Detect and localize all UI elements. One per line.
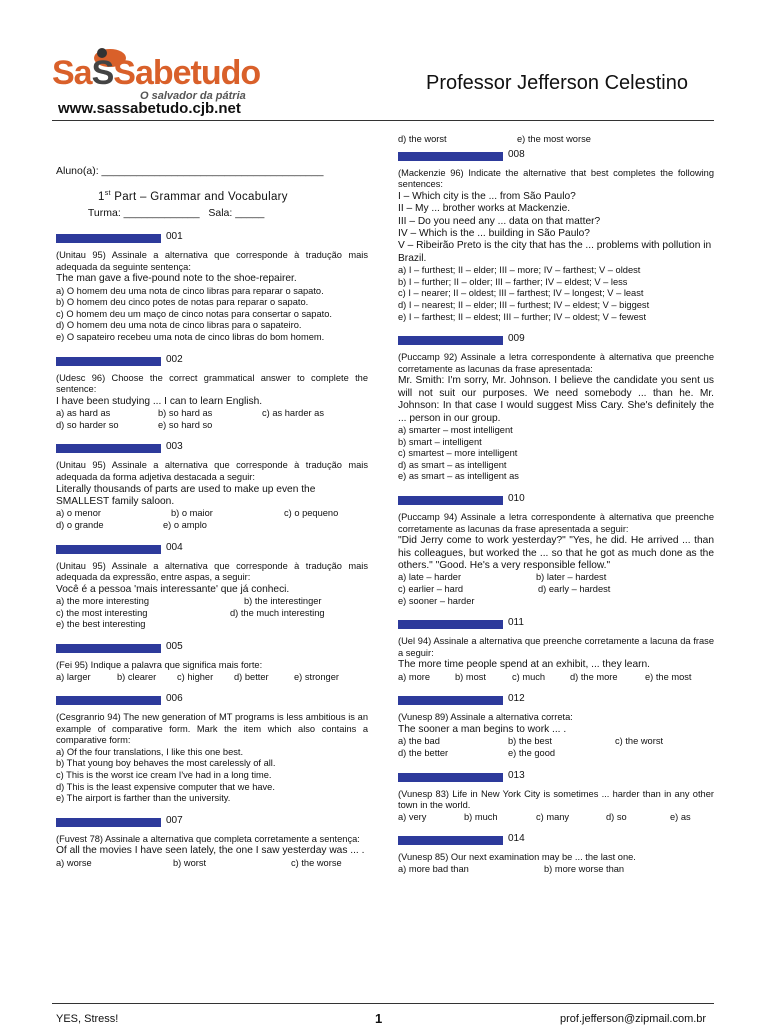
- options-row: [398, 864, 714, 876]
- option[interactable]: a) O homem deu uma nota de cinco libras para reparar o sapato.: [56, 285, 324, 296]
- option[interactable]: b) o maior: [171, 508, 213, 519]
- question-number: 014: [508, 833, 525, 845]
- options-row: [56, 508, 368, 520]
- site-url[interactable]: www.sassabetudo.cjb.net: [58, 100, 241, 117]
- question-intro: (Vunesp 83) Life in New York City is sometimes ... harder than in any other town in the world.: [398, 788, 714, 811]
- option[interactable]: a) the bad: [398, 736, 440, 747]
- question-bar: [56, 696, 161, 705]
- option[interactable]: d) early – hardest: [538, 583, 611, 594]
- options-row: [56, 596, 368, 608]
- question-text: "Did Jerry come to work yesterday?" "Yes, he did. He arrived ... than his colleagues, but worked the ... so that he got as much done as the others." "Good. He's a very responsible fellow.": [398, 535, 714, 571]
- option[interactable]: d) better: [234, 671, 269, 682]
- question-text: The sooner a man begins to work ... .: [398, 723, 567, 735]
- question-header: [398, 617, 714, 631]
- question-text: Of all the movies I have seen lately, the one I saw yesterday was ... .: [56, 845, 365, 857]
- footer-slogan: YES, Stress!: [56, 1013, 119, 1025]
- option[interactable]: c) smartest – more intelligent: [398, 448, 518, 459]
- option[interactable]: d) the worst: [398, 134, 447, 144]
- option[interactable]: b) smart – intelligent: [398, 436, 482, 447]
- option[interactable]: b) clearer: [117, 671, 157, 682]
- question-header: [56, 542, 368, 556]
- question-header: [56, 693, 368, 707]
- question-text: Mr. Smith: I'm sorry, Mr. Johnson. I believe the candidate you sent us will not suit our purposes. We need somebody ... than he. Mr. Johnson: In that case I would suggest Miss Cary. She's definitely the ... person in our group.: [398, 375, 714, 424]
- class-room-line: Turma: _____________ Sala: _____: [56, 207, 265, 219]
- option[interactable]: a) very: [398, 811, 427, 822]
- question-intro: (Mackenzie 96) Indicate the alternative that best completes the following sentences:: [398, 167, 714, 190]
- option[interactable]: e) The airport is farther than the university.: [56, 793, 231, 804]
- option[interactable]: e) the good: [508, 747, 556, 758]
- option[interactable]: a) larger: [56, 671, 91, 682]
- options-row: [56, 520, 368, 532]
- option[interactable]: b) O homem deu cinco potes de notas para reparar o sapato.: [56, 297, 309, 308]
- option[interactable]: d) the more: [570, 671, 618, 682]
- option[interactable]: c) many: [536, 811, 570, 822]
- question-bar: [56, 545, 161, 554]
- logo: [52, 44, 262, 104]
- right-column: [398, 134, 714, 876]
- option[interactable]: b) much: [464, 811, 498, 822]
- option[interactable]: e) as smart – as intelligent as: [398, 471, 519, 482]
- header-divider: [52, 120, 714, 121]
- options-row: [56, 420, 368, 432]
- sentence-line: V – Ribeirão Preto is the city that has the ... problems with pollution in Brazil.: [398, 240, 712, 264]
- question-header: [398, 333, 714, 347]
- question-bar: [398, 336, 503, 345]
- option[interactable]: d) so harder so: [56, 419, 119, 430]
- question-header: [56, 815, 368, 829]
- option[interactable]: e) o amplo: [163, 519, 207, 530]
- option[interactable]: c) I – nearer; II – oldest; III – farthest; IV – longest; V – least: [398, 288, 644, 299]
- option[interactable]: e) as: [670, 811, 691, 822]
- question-number: 010: [508, 492, 525, 504]
- question-bar: [56, 357, 161, 366]
- question-bar: [56, 444, 161, 453]
- option[interactable]: b) more worse than: [544, 863, 625, 874]
- question-intro: (Udesc 96) Choose the correct grammatical answer to complete the sentence:: [56, 372, 368, 395]
- option[interactable]: b) the best: [508, 736, 552, 747]
- question-header: [56, 641, 368, 655]
- question-bar: [398, 496, 503, 505]
- option[interactable]: d) o grande: [56, 519, 104, 530]
- option[interactable]: a) o menor: [56, 508, 101, 519]
- page-number: 1: [375, 1011, 383, 1026]
- question-header: [56, 354, 368, 368]
- options-row: [56, 858, 368, 870]
- option[interactable]: c) much: [512, 671, 546, 682]
- option[interactable]: a) more: [398, 671, 431, 682]
- option[interactable]: d) the better: [398, 747, 449, 758]
- option[interactable]: b) the interestinger: [244, 596, 322, 607]
- logo-tagline: O salvador da pátria: [140, 90, 246, 102]
- option[interactable]: a) smarter – most intelligent: [398, 425, 513, 435]
- question-number: 002: [166, 353, 183, 365]
- teacher-name: Professor Jefferson Celestino: [426, 72, 688, 94]
- question-text: The more time people spend at an exhibit, ... they learn.: [398, 659, 651, 671]
- question-intro: (Fei 95) Indique a palavra que significa mais forte:: [56, 659, 263, 670]
- question-intro: (Unitau 95) Assinale a alternativa que corresponde à tradução mais adequada da forma adjetiva destacada a seguir:: [56, 460, 368, 482]
- option[interactable]: a) worse: [56, 857, 92, 868]
- option[interactable]: c) O homem deu um maço de cinco notas para consertar o sapato.: [56, 308, 332, 319]
- question-bar: [56, 234, 161, 243]
- options-row: [398, 736, 714, 748]
- question-number: 007: [166, 814, 183, 826]
- student-name-line: Aluno(a): ______________________________________: [56, 165, 324, 177]
- option[interactable]: a) I – furthest; II – elder; III – more; IV – farthest; V – oldest: [398, 265, 641, 276]
- question-intro: (Vunesp 85) Our next examination may be ... the last one.: [398, 852, 636, 863]
- option[interactable]: d) This is the least expensive computer that we have.: [56, 781, 275, 792]
- question-intro: (Uel 94) Assinale a alternativa que preenche corretamente a lacuna da frase a seguir:: [398, 636, 714, 658]
- option[interactable]: c) the worst: [615, 736, 664, 747]
- options-row: [398, 748, 714, 760]
- option[interactable]: a) more bad than: [398, 863, 469, 874]
- option[interactable]: e) I – farthest; II – eldest; III – further; IV – oldest; V – fewest: [398, 311, 647, 322]
- question-intro: (Unitau 95) Assinale a alternativa que corresponde à tradução mais adequada da expressão, entre aspas, a seguir:: [56, 560, 368, 583]
- option[interactable]: c) earlier – hard: [398, 583, 464, 594]
- question-header: [56, 441, 368, 455]
- option[interactable]: c) the worse: [291, 857, 342, 868]
- option[interactable]: a) late – harder: [398, 572, 462, 583]
- options-row: [398, 572, 714, 584]
- option[interactable]: b) later – hardest: [536, 572, 607, 583]
- option[interactable]: b) so hard as: [158, 408, 213, 419]
- question-number: 001: [166, 231, 183, 242]
- question-bar: [56, 644, 161, 653]
- options-row: [398, 134, 714, 146]
- options-row: [56, 608, 368, 620]
- question-number: 006: [166, 693, 183, 705]
- question-header: [398, 149, 714, 163]
- option[interactable]: d) the much interesting: [230, 607, 325, 618]
- question-text: I have been studying ... I can to learn English.: [56, 395, 263, 407]
- question-header: [398, 770, 714, 784]
- option[interactable]: e) sooner – harder: [398, 595, 475, 606]
- option[interactable]: a) the more interesting: [56, 596, 150, 607]
- logo-wordmark: SaSSabetudo: [52, 54, 261, 92]
- question-header: [398, 833, 714, 847]
- option[interactable]: b) most: [455, 671, 486, 682]
- question-number: 004: [166, 541, 183, 553]
- option[interactable]: c) higher: [177, 671, 214, 682]
- option[interactable]: e) so hard so: [158, 419, 213, 430]
- question-intro: (Vunesp 89) Assinale a alternativa correta:: [398, 712, 573, 723]
- question-bar: [398, 152, 503, 161]
- question-bar: [398, 620, 503, 629]
- question-intro: (Fuvest 78) Assinale a alternativa que completa corretamente a sentença:: [56, 833, 360, 844]
- question-text: Literally thousands of parts are used to make up even the SMALLEST family saloon.: [56, 483, 316, 507]
- sentence-line: II – My ... brother works at Mackenzie.: [398, 203, 571, 215]
- options-row: [398, 672, 714, 684]
- options-row: [398, 584, 714, 596]
- option[interactable]: b) worst: [173, 857, 207, 868]
- question-number: 011: [508, 617, 524, 629]
- question-bar: [56, 818, 161, 827]
- question-header: [56, 231, 368, 245]
- option[interactable]: e) the most: [645, 671, 692, 682]
- question-number: 013: [508, 769, 525, 781]
- question-header: [398, 693, 714, 707]
- options-row: [398, 812, 714, 824]
- option[interactable]: d) as smart – as intelligent: [398, 459, 507, 470]
- option[interactable]: b) I – further; II – older; III – farther; IV – eldest; V – less: [398, 276, 628, 287]
- question-intro: (Puccamp 92) Assinale a letra correspondente à alternativa que preenche corretamente as lacunas da frase apresentada:: [398, 352, 714, 374]
- left-column: [56, 224, 368, 869]
- question-number: 008: [508, 148, 525, 160]
- question-text: The man gave a five-pound note to the shoe-repairer.: [56, 273, 297, 285]
- sentence-line: III – Do you need any ... data on that matter?: [398, 215, 601, 227]
- question-intro: (Puccamp 94) Assinale a letra correspondente à alternativa que preenche corretamente as lacunas da frase apresentada a seguir:: [398, 511, 714, 534]
- option[interactable]: c) o pequeno: [284, 508, 339, 519]
- sentence-line: I – Which city is the ... from São Paulo?: [398, 190, 576, 202]
- question-number: 009: [508, 333, 525, 345]
- sentence-line: IV – Which is the ... building in São Paulo?: [398, 228, 590, 239]
- question-intro: (Cesgranrio 94) The new generation of MT programs is less ambitious is an example of comparative form. Mark the item which also contains a comparative form:: [56, 712, 368, 746]
- student-fields: [56, 136, 323, 234]
- option[interactable]: d) so: [606, 811, 627, 822]
- question-number: 003: [166, 441, 183, 453]
- question-bar: [398, 696, 503, 705]
- question-intro: (Unitau 95) Assinale a alternativa que corresponde à tradução mais adequada da seguinte sentença:: [56, 250, 368, 272]
- options-row: [56, 672, 368, 684]
- options-row: [56, 408, 368, 420]
- option[interactable]: e) the most worse: [517, 134, 591, 144]
- option[interactable]: e) O sapateiro recebeu uma nota de cinco libras do bom homem.: [56, 331, 325, 342]
- option[interactable]: a) Of the four translations, I like this one best.: [56, 746, 244, 757]
- option[interactable]: d) I – nearest; II – elder; III – furthest; IV – eldest; V – biggest: [398, 300, 650, 310]
- option[interactable]: c) This is the worst ice cream I've had in a long time.: [56, 770, 272, 781]
- question-text: Você é a pessoa 'mais interessante' que já conheci.: [56, 583, 290, 595]
- question-header: [398, 493, 714, 507]
- question-bar: [398, 773, 503, 782]
- option[interactable]: b) That young boy behaves the most carelessly of all.: [56, 758, 276, 769]
- option[interactable]: c) the most interesting: [56, 607, 148, 618]
- question-bar: [398, 836, 503, 845]
- question-number: 012: [508, 693, 525, 705]
- footer-email[interactable]: prof.jefferson@zipmail.com.br: [560, 1013, 707, 1025]
- option[interactable]: d) O homem deu uma nota de cinco libras para o sapateiro.: [56, 320, 302, 331]
- option[interactable]: c) as harder as: [262, 408, 325, 419]
- question-number: 005: [166, 640, 183, 652]
- section-title: 1st Part – Grammar and Vocabulary: [98, 190, 288, 203]
- option[interactable]: e) the best interesting: [56, 619, 146, 630]
- option[interactable]: a) as hard as: [56, 408, 111, 419]
- footer-divider: [52, 1003, 714, 1004]
- option[interactable]: e) stronger: [294, 671, 339, 682]
